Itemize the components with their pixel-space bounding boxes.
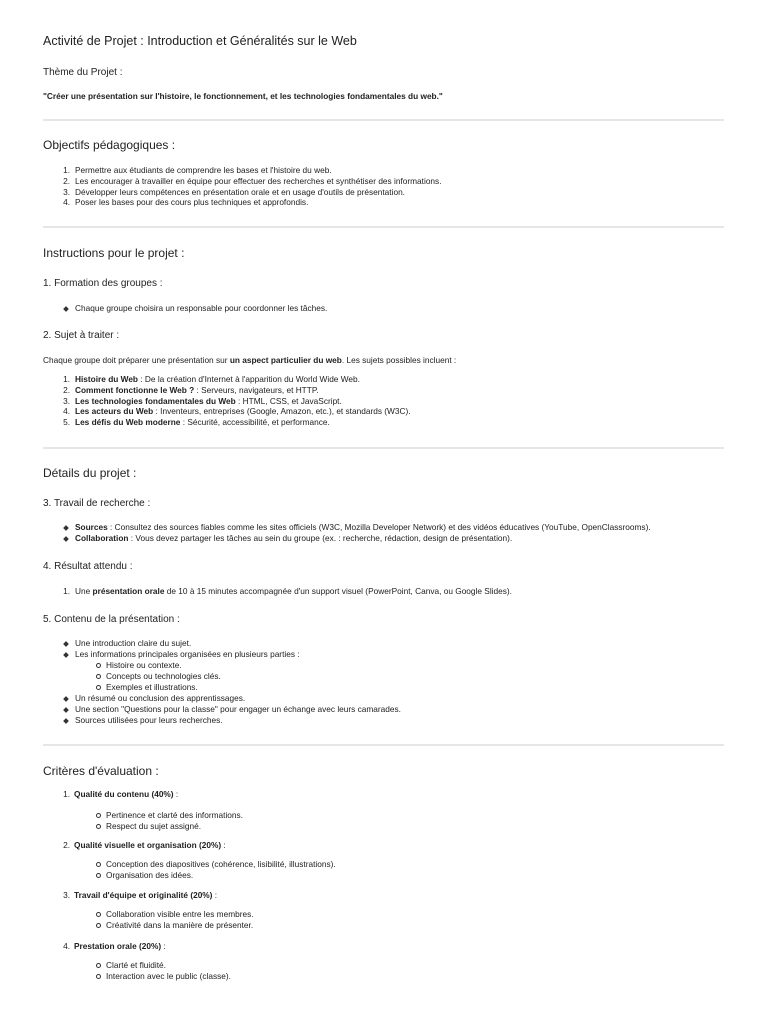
resultat-list	[43, 586, 512, 597]
list-item: Pertinence et clarté des informations.	[43, 810, 243, 821]
recherche-heading: 3. Travail de recherche :	[43, 498, 151, 509]
critere-sublist	[43, 810, 243, 832]
list-item: Organisation des idées.	[43, 870, 336, 881]
sujet-heading: 2. Sujet à traiter :	[43, 330, 120, 341]
sujet-list	[43, 374, 411, 428]
sujet-intro: Chaque groupe doit préparer une présentation sur un aspect particulier du web. Les sujets possibles incluent :	[43, 355, 457, 365]
list-item: 2. Comment fonctionne le Web ? : Serveurs, navigateurs, et HTTP.	[63, 384, 319, 395]
list-item: 4. Poser les bases pour des cours plus techniques et approfondis.	[63, 197, 309, 208]
criteres-heading: Critères d'évaluation :	[43, 764, 159, 778]
critere-sublist	[43, 859, 336, 881]
objectifs-list	[43, 165, 442, 208]
list-item: Conception des diapositives (cohérence, lisibilité, illustrations).	[43, 859, 336, 870]
list-item: Concepts ou technologies clés.	[43, 671, 221, 682]
formation-list	[43, 303, 327, 314]
list-item: 1. Histoire du Web : De la création d'Internet à l'apparition du World Wide Web.	[63, 374, 360, 384]
divider	[43, 226, 724, 228]
list-item: 1. Permettre aux étudiants de comprendre les bases et l'histoire du web.	[63, 165, 332, 175]
list-item: Sources : Consultez des sources fiables comme les sites officiels (W3C, Mozilla Developer Network) et des vidéos éducatives (YouTube, OpenClassrooms).	[43, 522, 651, 533]
formation-heading: 1. Formation des groupes :	[43, 278, 163, 289]
list-item: 2. Les encourager à travailler en équipe pour effectuer des recherches et synthétiser des informations.	[63, 175, 442, 186]
theme-quote: "Créer une présentation sur l'histoire, le fonctionnement, et les technologies fondamentales du web."	[43, 91, 443, 101]
contenu-sublist	[43, 660, 221, 692]
objectifs-heading: Objectifs pédagogiques :	[43, 138, 176, 152]
divider	[43, 744, 724, 746]
list-item: Collaboration visible entre les membres.	[43, 909, 254, 920]
list-item: Collaboration : Vous devez partager les tâches au sein du groupe (ex. : recherche, rédaction, design de présentation).	[43, 533, 651, 544]
list-item: Chaque groupe choisira un responsable pour coordonner les tâches.	[43, 303, 327, 314]
divider	[43, 447, 724, 449]
list-item: Respect du sujet assigné.	[43, 821, 243, 832]
list-item: Sources utilisées pour leurs recherches.	[43, 715, 401, 726]
document-title: Activité de Projet : Introduction et Généralités sur le Web	[43, 34, 357, 48]
critere-sublist	[43, 909, 254, 931]
document-page: Activité de Projet : Introduction et Généralités sur le Web Thème du Projet : "Créer une présentation sur l'histoire, le fonctionnement, et les technologies fondamentales du web." Objectifs pédagogiques : 1. Permettre aux étudiants de comprendre les bases et l'histoire du web. 2. Les encourager à travailler en équipe pour effectuer des recherches et synthétiser des informations. 3. Développer leurs compétences en présentation orale et en usage d'outils de présentation. 4. Poser les bases pour des cours plus techniques et approfondis. Instructions pour le projet : 1. Formation des groupes : Chaque groupe choisira un responsable pour coordonner les tâches. 2. Sujet à traiter : Chaque groupe doit préparer une présentation sur un aspect particulier du web. Les sujets possibles incluent : 1. Histoire du Web : De la création d'Internet à l'apparition du World Wide Web. 2. Comment fonctionne le Web ? : Serveurs, navigateurs, et HTTP. 3. Les technologies fondamentales du Web : HTML, CSS, et JavaScript. 4. Les acteurs du Web : Inventeurs, entreprises (Google, Amazon, etc.), et standards (W3C). 5. Les défis du Web moderne : Sécurité, accessibilité, et performance. Détails du projet : 3. Travail de recherche : Sources : Consultez des sources fiables comme les sites officiels (W3C, Mozilla Developer Network) et des vidéos éducatives (YouTube, OpenClassrooms). Collaboration : Vous devez partager les tâches au sein du groupe (ex. : recherche, rédaction, design de présentation). 4. Résultat attendu : 1. Une présentation orale de 10 à 15 minutes accompagnée d'un support visuel (PowerPoint, Canva, ou Google Slides). 5. Contenu de la présentation : Une introduction claire du sujet. Les informations principales organisées en plusieurs parties : Histoire ou contexte. Concepts ou technologies clés. Exemples et illustrations. Un résumé ou conclusion des apprentissages. Une section "Questions pour la classe" pour engager un échange avec leurs camarades. Sources utilisées pour leurs recherches. Critères d'évaluation : 1. Qualité du contenu (40%) : Pertinence et clarté des informations. Respect du sujet assigné. 2. Qualité visuelle et organisation (20%) : Conception des diapositives (cohérence, lisibilité, illustrations). Organisation des idées. 3. Travail d'équipe et originalité (20%) : Collaboration visible entre les membres. Créativité dans la manière de présenter. 4. Prestation orale (20%) : Clarté et fluidité. Interaction avec le public (classe).	[0, 0, 768, 1024]
details-heading: Détails du projet :	[43, 466, 137, 480]
critere-sublist	[43, 960, 231, 982]
contenu-list	[43, 638, 300, 660]
divider	[43, 119, 724, 121]
list-item: Créativité dans la manière de présenter.	[43, 920, 254, 931]
list-item: Une section "Questions pour la classe" pour engager un échange avec leurs camarades.	[43, 704, 401, 715]
list-item: Interaction avec le public (classe).	[43, 971, 231, 982]
list-item: Clarté et fluidité.	[43, 960, 231, 971]
recherche-list	[43, 522, 651, 544]
list-item: 4. Les acteurs du Web : Inventeurs, entreprises (Google, Amazon, etc.), et standards (W3C).	[63, 406, 411, 417]
list-item: 5. Les défis du Web moderne : Sécurité, accessibilité, et performance.	[63, 417, 330, 428]
list-item: 3. Développer leurs compétences en présentation orale et en usage d'outils de présentation.	[63, 186, 405, 197]
resultat-heading: 4. Résultat attendu :	[43, 561, 133, 572]
list-item: Exemples et illustrations.	[43, 682, 221, 693]
instructions-heading: Instructions pour le projet :	[43, 246, 185, 260]
contenu-list-after	[43, 693, 401, 725]
list-item: Un résumé ou conclusion des apprentissages.	[43, 693, 401, 704]
list-item: Les informations principales organisées en plusieurs parties :	[43, 649, 300, 660]
contenu-heading: 5. Contenu de la présentation :	[43, 614, 180, 625]
list-item: Histoire ou contexte.	[43, 660, 221, 671]
list-item: Une introduction claire du sujet.	[43, 638, 300, 649]
theme-label: Thème du Projet :	[43, 67, 123, 78]
list-item: 3. Les technologies fondamentales du Web : HTML, CSS, et JavaScript.	[63, 395, 342, 406]
list-item: 1. Une présentation orale de 10 à 15 minutes accompagnée d'un support visuel (PowerPoint, Canva, ou Google Slides).	[63, 586, 512, 596]
